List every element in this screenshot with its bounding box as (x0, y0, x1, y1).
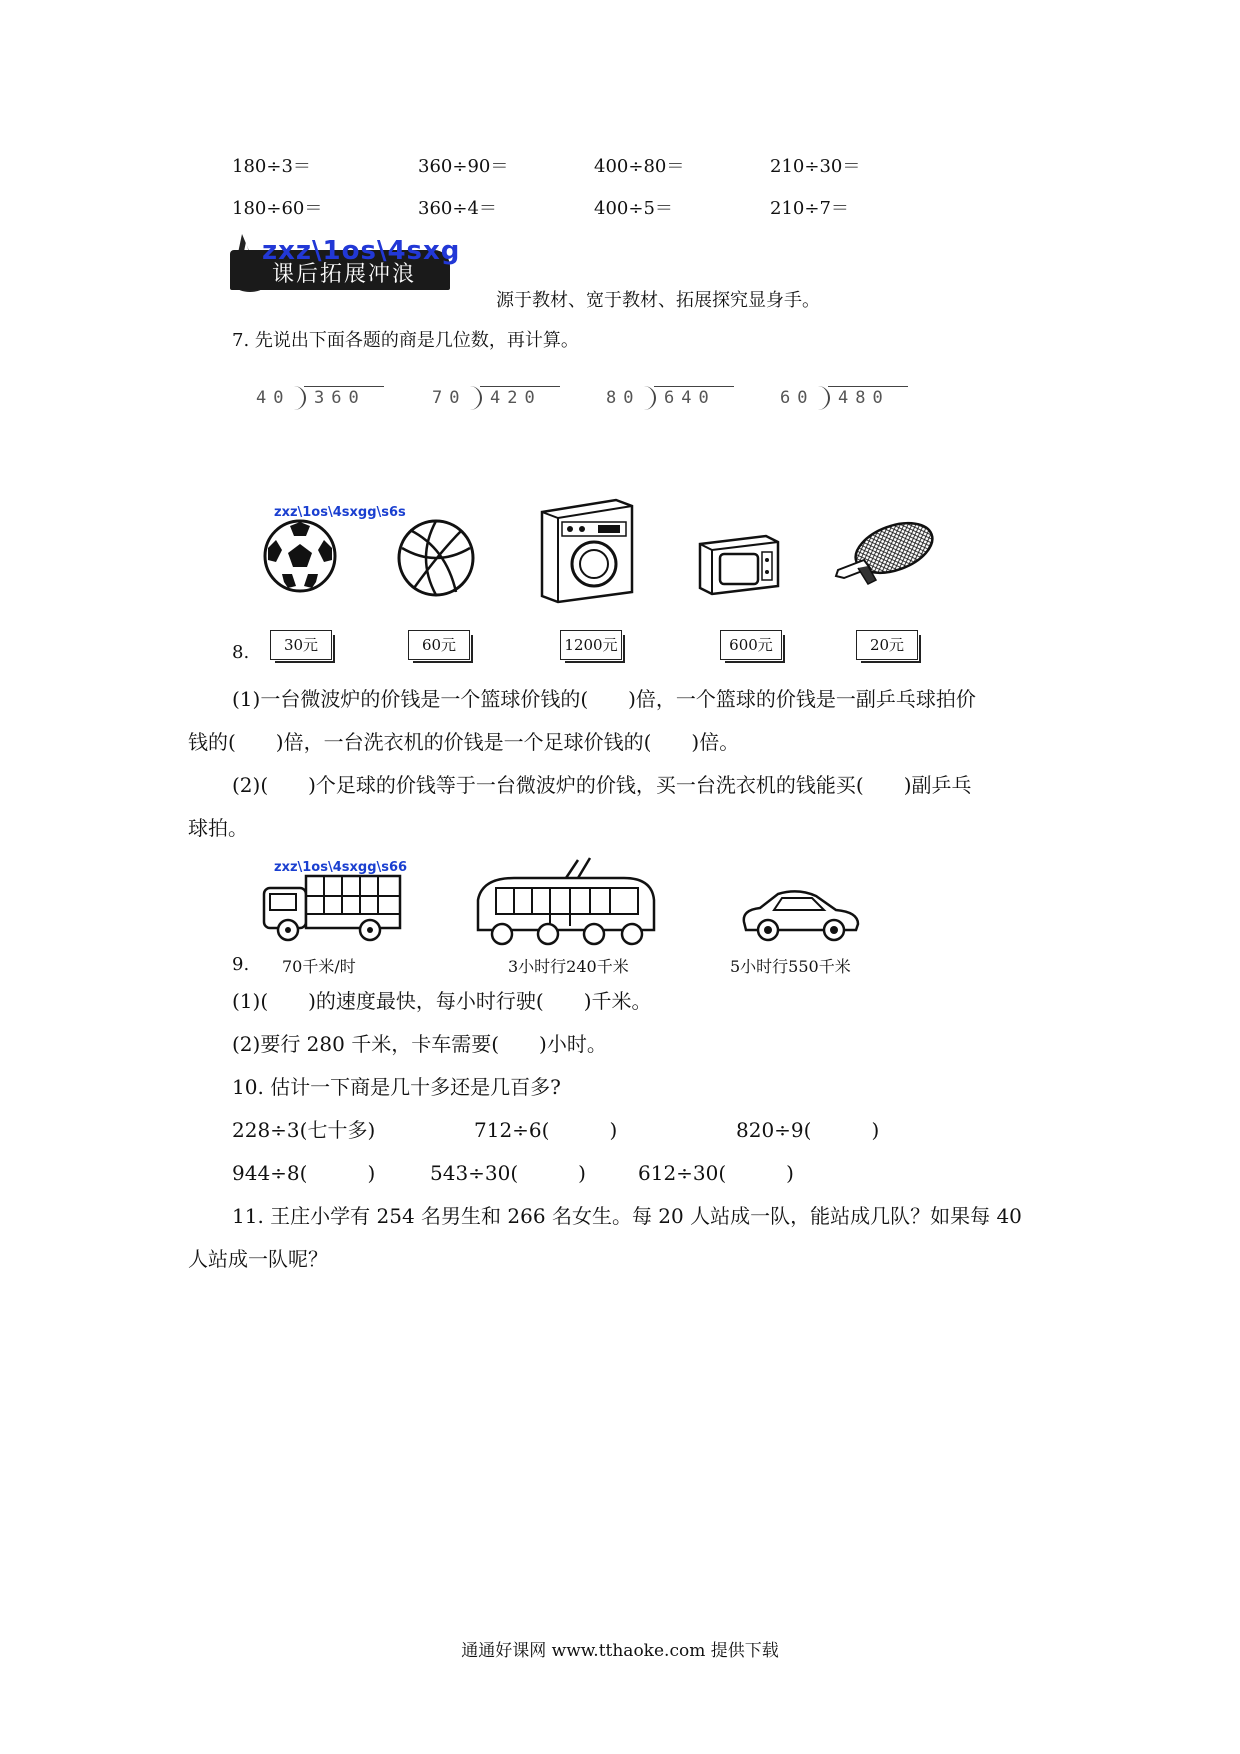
price-tag: 1200元 (560, 630, 622, 660)
dividend: 640 (664, 388, 716, 408)
q9-watermark: zxz\1os\4sxgg\s66 (274, 860, 408, 875)
long-division-3 (606, 386, 736, 412)
banner-title: 课后拓展冲浪 (272, 262, 417, 287)
divisor: 60 (780, 388, 815, 408)
q11-line2: 人站成一队呢？ (188, 1247, 328, 1271)
microwave-icon (696, 530, 782, 600)
q10-r2c2: 543÷30( ) (430, 1161, 586, 1185)
truck-icon (262, 868, 402, 942)
q8-part2-line2: 球拍。 (188, 816, 248, 840)
divisor: 70 (432, 388, 467, 408)
q9-part1: (1)( )的速度最快，每小时行驶( )千米。 (232, 989, 652, 1013)
bus-label: 3小时行240千米 (508, 957, 629, 976)
calc-r1c1: 180÷3＝ (232, 156, 311, 177)
calc-r2c1: 180÷60＝ (232, 198, 323, 219)
q10-r1c3: 820÷9( ) (736, 1118, 880, 1142)
truck-label: 70千米/时 (282, 957, 356, 976)
soccer-ball-icon (262, 518, 338, 594)
dividend: 480 (838, 388, 890, 408)
q8-watermark: zxz\1os\4sxgg\s6s (274, 505, 406, 520)
price-tag: 20元 (856, 630, 918, 660)
basketball-icon (396, 518, 476, 598)
car-label: 5小时行550千米 (730, 957, 851, 976)
q9-part2: (2)要行 280 千米，卡车需要( )小时。 (232, 1032, 607, 1056)
q8-part1-line1: (1)一台微波炉的价钱是一个篮球价钱的( )倍，一个篮球的价钱是一副乒乓球拍价 (232, 687, 976, 711)
q10-r1c1: 228÷3(七十多) (232, 1118, 376, 1142)
calc-r1c3: 400÷80＝ (594, 156, 685, 177)
q8-part1-line2: 钱的( )倍，一台洗衣机的价钱是一个足球价钱的( )倍。 (188, 730, 740, 754)
dividend: 360 (314, 388, 366, 408)
calc-r1c4: 210÷30＝ (770, 156, 861, 177)
divisor: 40 (256, 388, 291, 408)
price-tag: 30元 (270, 630, 332, 660)
q10-text: 10. 估计一下商是几十多还是几百多? (232, 1075, 561, 1099)
calc-r2c3: 400÷5＝ (594, 198, 673, 219)
car-icon (738, 884, 864, 944)
q7-text: 7. 先说出下面各题的商是几位数，再计算。 (232, 330, 579, 351)
footer-credit: 通通好课网 www.tthaoke.com 提供下载 (461, 1641, 779, 1661)
long-division-2 (432, 386, 562, 412)
q8-number: 8. (232, 642, 250, 663)
calc-r2c4: 210÷7＝ (770, 198, 849, 219)
banner-slogan: 源于教材、宽于教材、拓展探究显身手。 (496, 290, 820, 311)
q9-number: 9. (232, 954, 250, 975)
q11-line1: 11. 王庄小学有 254 名男生和 266 名女生。每 20 人站成一队，能站成几队？如果每 40 (232, 1204, 1022, 1228)
washing-machine-icon (534, 494, 638, 606)
q10-r2c3: 612÷30( ) (638, 1161, 794, 1185)
calc-r1c2: 360÷90＝ (418, 156, 509, 177)
ping-pong-paddle-icon (828, 518, 940, 592)
banner-watermark: zxz\1os\4sxg (262, 236, 461, 266)
q10-r2c1: 944÷8( ) (232, 1161, 376, 1185)
long-division-1 (256, 386, 386, 412)
long-division-4 (780, 386, 910, 412)
q10-r1c2: 712÷6( ) (474, 1118, 618, 1142)
q8-part2-line1: (2)( )个足球的价钱等于一台微波炉的价钱，买一台洗衣机的钱能买( )副乒乓 (232, 773, 972, 797)
price-tag: 60元 (408, 630, 470, 660)
bus-icon (474, 856, 656, 950)
calc-r2c2: 360÷4＝ (418, 198, 497, 219)
price-tag: 600元 (720, 630, 782, 660)
dividend: 420 (490, 388, 542, 408)
divisor: 80 (606, 388, 641, 408)
